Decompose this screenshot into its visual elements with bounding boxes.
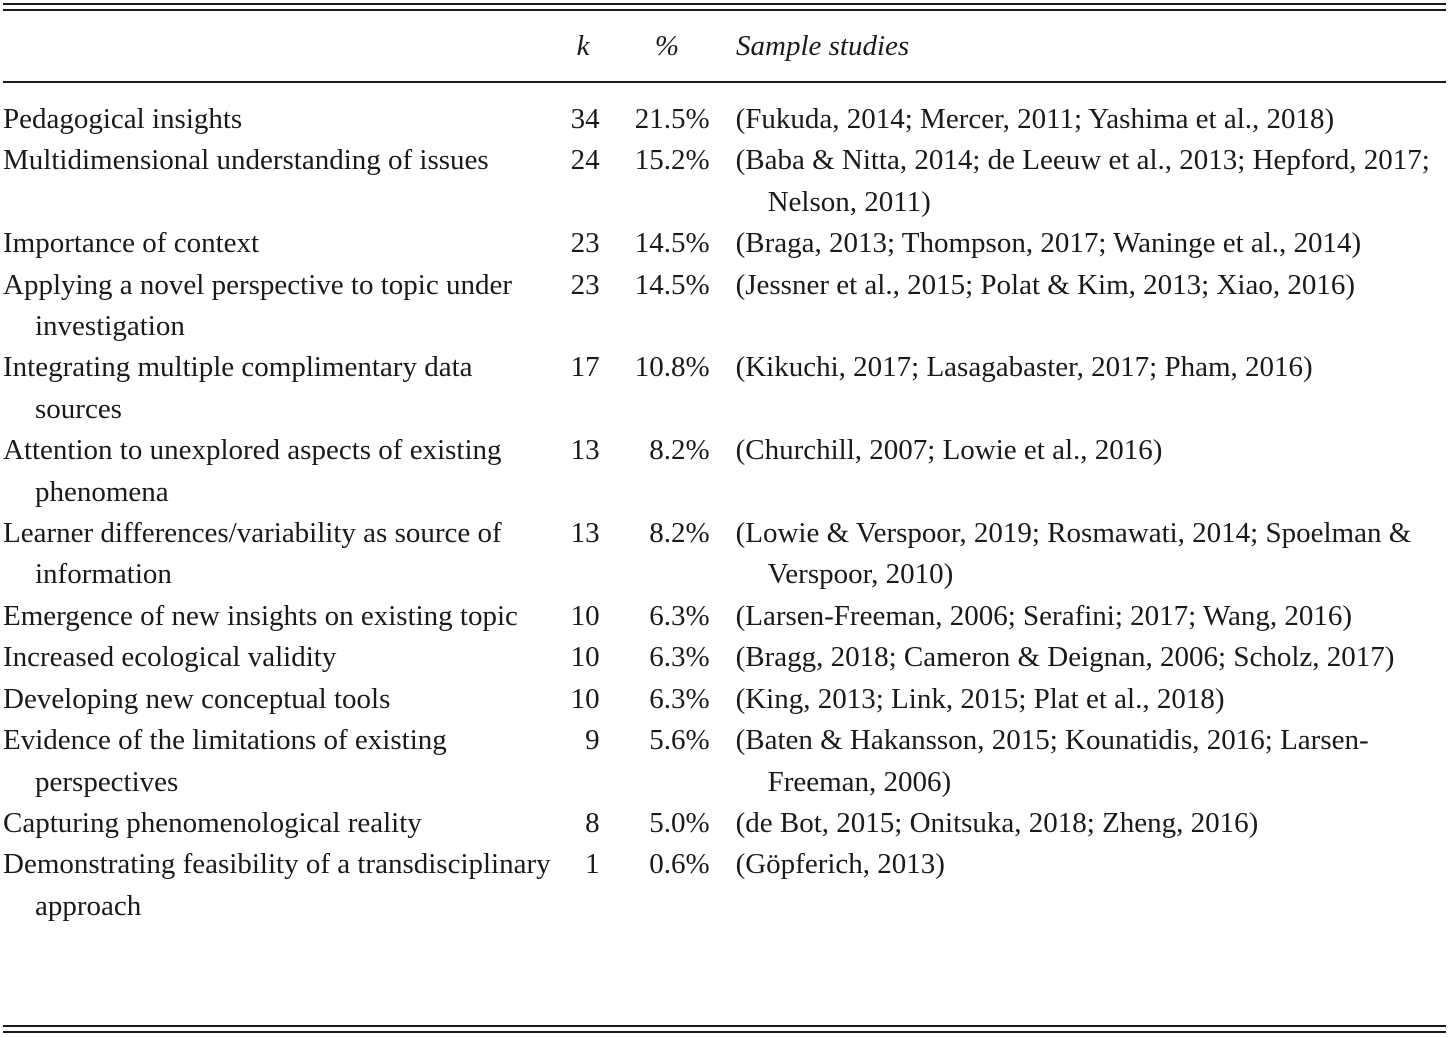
table-row: [3, 720, 1449, 803]
k-cell: 17: [570, 351, 600, 384]
table-row: [3, 596, 1449, 637]
studies-cell: (Churchill, 2007; Lowie et al., 2016): [735, 434, 1163, 467]
k-cell: 8: [585, 806, 600, 839]
category-cell: Pedagogical insights: [3, 103, 243, 135]
studies-cell: (Jessner et al., 2015; Polat & Kim, 2013; Xiao, 2016): [735, 268, 1355, 301]
percent-cell: 6.3%: [649, 641, 710, 674]
studies-cell: (King, 2013; Link, 2015; Plat et al., 2018): [735, 682, 1225, 715]
table-row: [3, 637, 1449, 678]
table-row: [3, 99, 1449, 140]
percent-cell: 14.5%: [634, 268, 710, 301]
category-cell: Importance of context: [3, 227, 260, 260]
top-rule-outer: [3, 3, 1446, 5]
category-cell: Attention to unexplored aspects of existing phenomena: [3, 434, 502, 508]
percent-cell: 10.8%: [634, 351, 710, 384]
category-cell: Learner differences/variability as source of information: [3, 517, 502, 591]
category-cell: Demonstrating feasibility of a transdisciplinary approach: [3, 848, 551, 922]
k-cell: 24: [570, 144, 600, 177]
table-row: [3, 265, 1449, 348]
benefits-table: [3, 99, 1449, 927]
percent-cell: 21.5%: [634, 103, 710, 135]
k-cell: 10: [570, 641, 600, 674]
category-cell: Integrating multiple complimentary data sources: [3, 351, 473, 425]
header-sample-studies: Sample studies: [736, 30, 910, 62]
header-rule: [3, 81, 1446, 83]
studies-cell: (Fukuda, 2014; Mercer, 2011; Yashima et al., 2018): [735, 103, 1335, 135]
percent-cell: 6.3%: [649, 682, 710, 715]
table-row: [3, 513, 1449, 596]
studies-cell: (Baba & Nitta, 2014; de Leeuw et al., 2013; Hepford, 2017; Nelson, 2011): [735, 144, 1430, 218]
k-cell: 34: [570, 103, 600, 135]
studies-cell: (Baten & Hakansson, 2015; Kounatidis, 2016; Larsen-Freeman, 2006): [735, 724, 1369, 798]
percent-cell: 8.2%: [649, 517, 710, 550]
studies-cell: (Kikuchi, 2017; Lasagabaster, 2017; Pham, 2016): [735, 351, 1313, 384]
percent-cell: 14.5%: [634, 227, 710, 260]
table-row: [3, 347, 1449, 430]
k-cell: 10: [570, 599, 600, 632]
studies-cell: (Braga, 2013; Thompson, 2017; Waninge et al., 2014): [735, 227, 1362, 260]
k-cell: 10: [570, 682, 600, 715]
k-cell: 13: [570, 517, 600, 550]
percent-cell: 0.6%: [649, 848, 710, 881]
percent-cell: 8.2%: [649, 434, 710, 467]
k-cell: 1: [585, 848, 600, 881]
table-row: [3, 430, 1449, 513]
k-cell: 13: [570, 434, 600, 467]
category-cell: Evidence of the limitations of existing perspectives: [3, 724, 447, 798]
percent-cell: 5.6%: [649, 724, 710, 757]
category-cell: Multidimensional understanding of issues: [3, 144, 489, 177]
studies-cell: (Lowie & Verspoor, 2019; Rosmawati, 2014; Spoelman & Verspoor, 2010): [735, 517, 1412, 591]
category-cell: Capturing phenomenological reality: [3, 806, 422, 839]
header-k: k: [576, 30, 590, 62]
category-cell: Emergence of new insights on existing topic: [3, 599, 518, 632]
bottom-rule-outer: [3, 1031, 1446, 1033]
category-cell: Increased ecological validity: [3, 641, 337, 674]
studies-cell: (Bragg, 2018; Cameron & Deignan, 2006; Scholz, 2017): [735, 641, 1395, 674]
bottom-rule-inner: [3, 1025, 1446, 1027]
table-body: [3, 99, 1449, 927]
table-row: [3, 223, 1449, 264]
table-row: [3, 140, 1449, 223]
studies-cell: (Larsen-Freeman, 2006; Serafini; 2017; Wang, 2016): [735, 599, 1353, 632]
table-row: [3, 679, 1449, 720]
header-percent: %: [654, 30, 680, 62]
studies-cell: (Göpferich, 2013): [735, 848, 945, 881]
percent-cell: 15.2%: [634, 144, 710, 177]
percent-cell: 5.0%: [649, 806, 710, 839]
table-row: [3, 803, 1449, 844]
studies-cell: (de Bot, 2015; Onitsuka, 2018; Zheng, 2016): [735, 806, 1259, 839]
category-cell: Developing new conceptual tools: [3, 682, 391, 715]
top-rule-inner: [3, 9, 1446, 11]
k-cell: 23: [570, 227, 600, 260]
table-row: [3, 844, 1449, 927]
k-cell: 9: [585, 724, 600, 757]
k-cell: 23: [570, 268, 600, 301]
percent-cell: 6.3%: [649, 599, 710, 632]
category-cell: Applying a novel perspective to topic under investigation: [3, 268, 512, 343]
